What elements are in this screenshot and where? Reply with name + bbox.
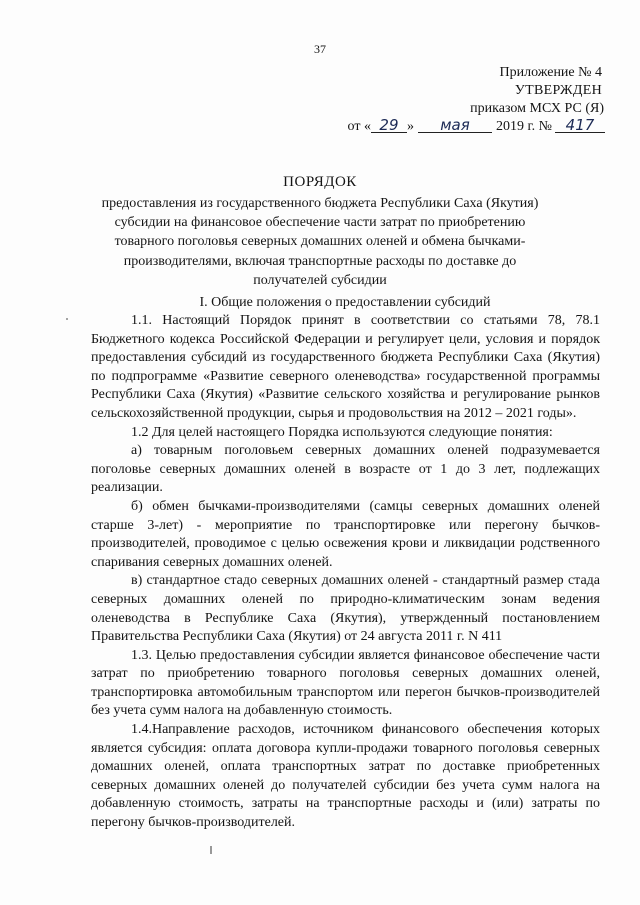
scan-mark: [210, 846, 212, 854]
date-mid: »: [406, 119, 414, 134]
appendix-label: Приложение № 4: [499, 65, 602, 80]
section-heading: I. Общие положения о предоставлении субсидий: [199, 295, 491, 310]
handwritten-day: 29: [371, 118, 407, 133]
paragraph-b: б) обмен бычками-производителями (самцы северных домашних оленей старше 3-лет) - мероприятие по транспортировке или перегону бычков-производителей, проводимое с целью освежения крови и ликвидации родственного спаривания северных домашних оленей.: [91, 498, 600, 570]
approved-label: УТВЕРЖДЕН: [514, 83, 602, 98]
order-date-line: [348, 118, 605, 136]
document-subtitle: предоставления из государственного бюджета Республики Саха (Якутия) субсидии на финансовое обеспечение части затрат по приобретению товарного поголовья северных домашних оленей и обмена бычками-производителями, включая транспортные расходы по доставке до получателей субсидии: [101, 196, 539, 288]
paragraph-1-3: 1.3. Целью предоставления субсидии является финансовое обеспечение части затрат по приобретению товарного поголовья северных домашних оленей, транспортировка автомобильным транспортом или перегон бычков-производителей без учета сумм налога на добавленную стоимость.: [91, 647, 600, 719]
document-title: ПОРЯДОК: [283, 174, 357, 190]
paragraph-1-2: 1.2 Для целей настоящего Порядка используются следующие понятия:: [131, 424, 553, 440]
handwritten-month: мая: [418, 118, 492, 133]
order-issuer: приказом МСХ РС (Я): [470, 101, 604, 116]
margin-mark: [66, 318, 68, 320]
date-year: 2019 г. №: [495, 119, 552, 134]
paragraph-1-4: 1.4.Направление расходов, источником финансового обеспечения которых является субсидия: оплата договора купли-продажи товарного поголовья северных домашних оленей, оплата транспортных затрат по доставке приобретенных северных домашних оленей до получателей субсидии без учета сумм налога на добавленную стоимость, затраты на транспортные расходы и (или) затраты по перегону бычков-производителей.: [91, 722, 600, 831]
date-prefix: от «: [347, 119, 371, 134]
document-body: [91, 312, 600, 833]
paragraph-a: а) товарным поголовьем северных домашних оленей подразумевается поголовье северных домашних оленей в возрасте от 1 до 3 лет, подлежащих реализации.: [91, 443, 600, 496]
handwritten-order-number: 417: [555, 118, 605, 133]
page-number: 37: [314, 42, 326, 56]
paragraph-c: в) стандартное стадо северных домашних оленей - стандартный размер стада северных домашних оленей по природно-климатическим зонам ведения оленеводства в Республике Саха (Якутия), утвержденный постановлением Правительства Республики Саха (Якутия) от 24 августа 2011 г. N 411: [91, 573, 600, 645]
paragraph-1-1: 1.1. Настоящий Порядок принят в соответствии со статьями 78, 78.1 Бюджетного кодекса Российской Федерации и регулирует цели, условия и порядок предоставления субсидий из государственного бюджета Республики Саха (Якутия) по подпрограмме «Развитие северного оленеводства» государственной программы Республики Саха (Якутия) «Развитие сельского хозяйства и регулирование рынков сельскохозяйственной продукции, сырья и продовольствия на 2012 – 2021 годы».: [91, 313, 600, 421]
